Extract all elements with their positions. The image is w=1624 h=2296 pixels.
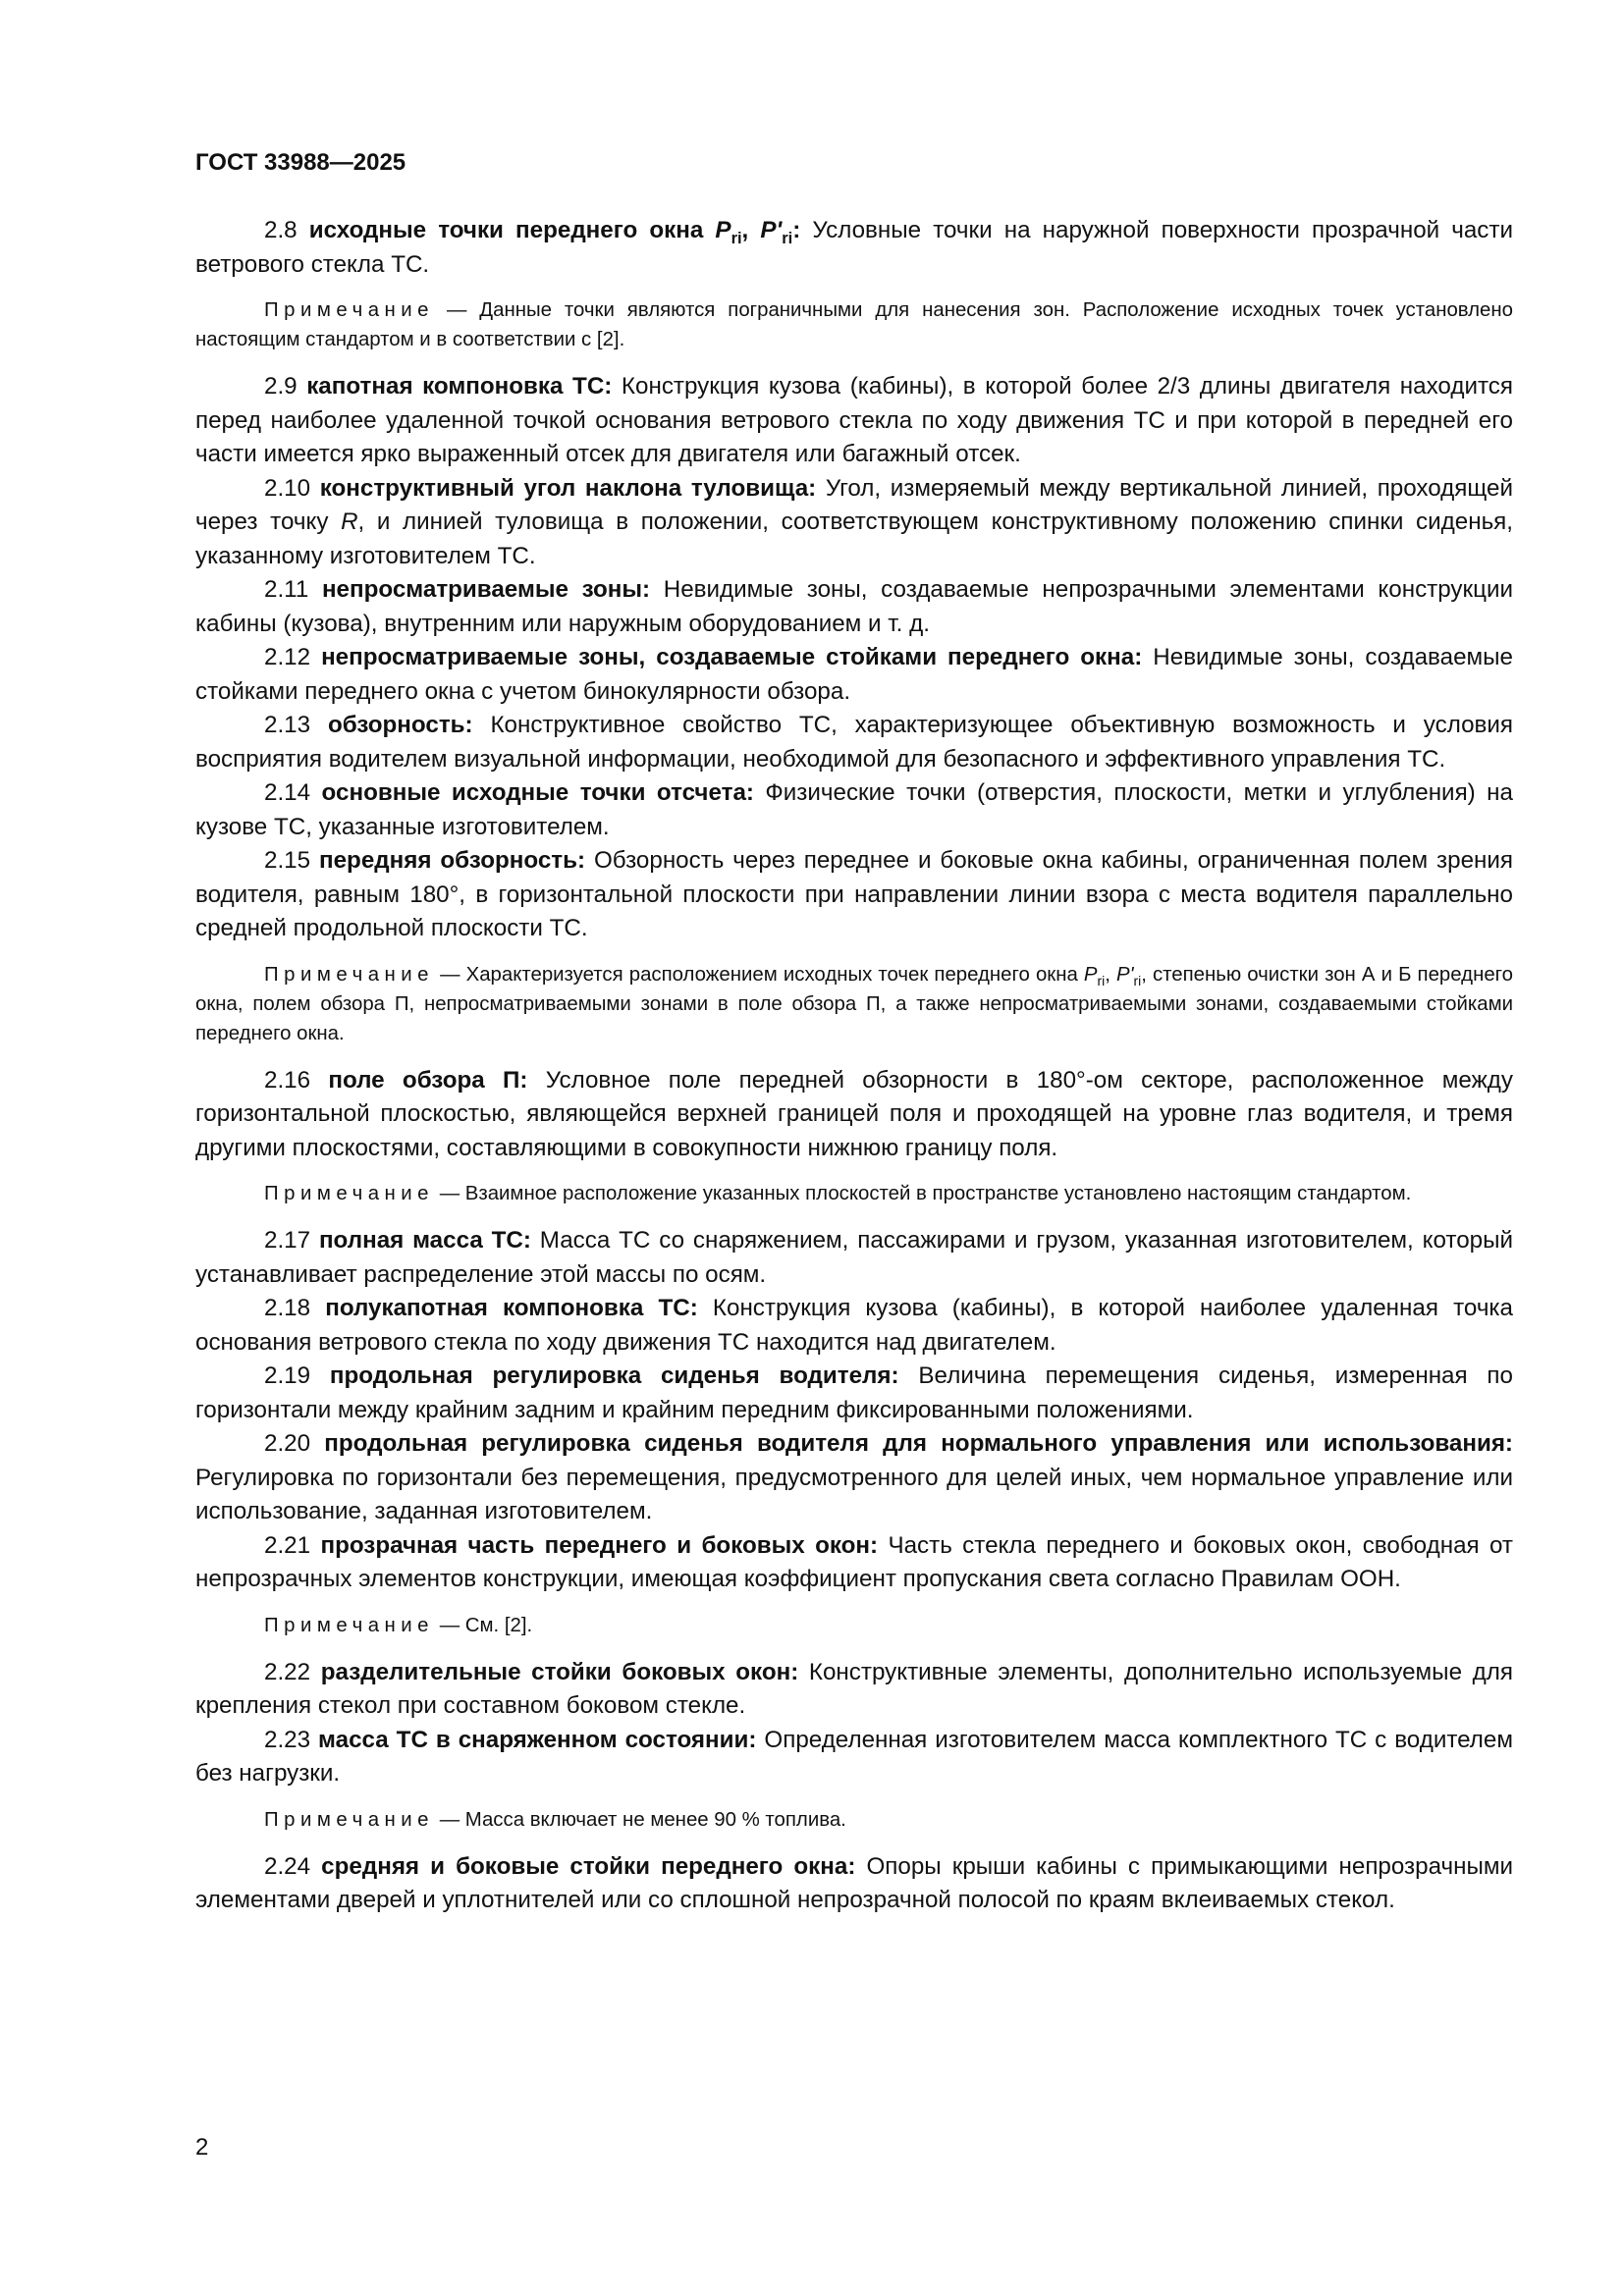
term-definition: Определенная изготовителем масса комплектного ТС с водителем без нагрузки. bbox=[195, 1726, 1513, 1787]
term-title: конструктивный угол наклона туловища: bbox=[319, 474, 817, 502]
term-title: средняя и боковые стойки переднего окна: bbox=[321, 1852, 856, 1880]
term-title: непросматриваемые зоны: bbox=[321, 576, 651, 603]
term-definition: Опоры крыши кабины с примыкающими непрозрачными элементами дверей и уплотнителей или со сплошной непрозрачной полосой по краям вклеиваемых стекол. bbox=[195, 1852, 1514, 1913]
term-definition: Физические точки (отверстия, плоскости, метки и углубления) на кузове ТС, указанные изготовителем. bbox=[195, 779, 1513, 840]
term-2-19: 2.19 продольная регулировка сиденья водителя: Величина перемещения сиденья, измеренная по горизонтали между крайним задним и крайним передним фиксированными положениями. bbox=[195, 1362, 1513, 1423]
term-2-18: 2.18 полукапотная компоновка ТС: Конструкция кузова (кабины), в которой наиболее удаленная точка основания ветрового стекла по ходу движения ТС находится над двигателем. bbox=[195, 1295, 1513, 1356]
term-title: исходные точки переднего окна $P_{ri}$, $P'_{ri}$: bbox=[308, 217, 801, 247]
note-label: Примечание bbox=[264, 1183, 435, 1204]
note-label: Примечание bbox=[264, 963, 435, 986]
term-title: полукапотная компоновка ТС: bbox=[325, 1295, 698, 1321]
term-2-21: 2.21 прозрачная часть переднего и боковых окон: Часть стекла переднего и боковых окон, свободная от непрозрачных элементов конструкции, имеющая коэффициент пропускания света согласно Правилам ООН. bbox=[195, 1531, 1513, 1592]
term-2-22: 2.22 разделительные стойки боковых окон: Конструктивные элементы, дополнительно используемые для крепления стекол при составном боковом стекле. bbox=[195, 1658, 1513, 1719]
note-label: Примечание bbox=[264, 1614, 435, 1636]
term-definition: Условное поле передней обзорности в 180°-ом секторе, расположенное между горизонтальной плоскостью, являющейся верхней границей поля и проходящей на уровне глаз водителя, и тремя другими плоскостями, составляющими в совокупности нижнюю границу поля. bbox=[195, 1066, 1513, 1161]
term-title: продольная регулировка сиденья водителя для нормального управления или использования: bbox=[324, 1430, 1513, 1457]
note-label: Примечание bbox=[264, 1808, 435, 1831]
term-definition: Невидимые зоны, создаваемые стойками переднего окна с учетом бинокулярности обзора. bbox=[195, 644, 1513, 705]
term-definition: Обзорность через переднее и боковые окна кабины, ограниченная полем зрения водителя, равным 180°, в горизонтальной плоскости при направлении линии взора с места водителя параллельно средней продольной плоскости ТС. bbox=[195, 847, 1513, 941]
term-definition: Конструкция кузова (кабины), в которой наиболее удаленная точка основания ветрового стекла по ходу движения ТС находится над двигателем. bbox=[195, 1295, 1513, 1356]
document-body bbox=[195, 214, 1513, 1918]
term-title: масса ТС в снаряженном состоянии: bbox=[318, 1726, 757, 1753]
document-header: ГОСТ 33988—2025 bbox=[195, 149, 406, 176]
term-title: передняя обзорность: bbox=[319, 847, 586, 874]
term-2-17: 2.17 полная масса ТС: Масса ТС со снаряжением, пассажирами и грузом, указанная изготовителем, который устанавливает распределение этой массы по осям. bbox=[195, 1227, 1513, 1288]
term-2-23: 2.23 масса ТС в снаряженном состоянии: Определенная изготовителем масса комплектного ТС с водителем без нагрузки. bbox=[195, 1726, 1513, 1787]
term-title: основные исходные точки отсчета: bbox=[321, 779, 754, 806]
term-2-24: 2.24 средняя и боковые стойки переднего окна: Опоры крыши кабины с примыкающими непрозрачными элементами дверей и уплотнителей или со сплошной непрозрачной полосой по краям вклеиваемых стекол. bbox=[195, 1852, 1514, 1913]
term-2-14: 2.14 основные исходные точки отсчета: Физические точки (отверстия, плоскости, метки и углубления) на кузове ТС, указанные изготовителем. bbox=[195, 779, 1513, 840]
note-3: Примечание — Взаимное расположение указанных плоскостей в пространстве установлено настоящим стандартом. bbox=[264, 1183, 1412, 1204]
term-title: обзорность: bbox=[327, 712, 473, 738]
term-definition: Величина перемещения сиденья, измеренная по горизонтали между крайним задним и крайним передним фиксированными положениями. bbox=[195, 1362, 1513, 1423]
term-2-10: 2.10 конструктивный угол наклона туловища: Угол, измеряемый между вертикальной линией, проходящей через точку R, и линией туловища в положении, соответствующем конструктивному положению спинки сиденья, указанному изготовителем ТС. bbox=[195, 474, 1513, 569]
term-2-15: 2.15 передняя обзорность: Обзорность через переднее и боковые окна кабины, ограниченная полем зрения водителя, равным 180°, в горизонтальной плоскости при направлении линии взора с места водителя параллельно средней продольной плоскости ТС. bbox=[195, 847, 1513, 941]
term-title: капотная компоновка ТС: bbox=[306, 373, 613, 400]
term-2-20: 2.20 продольная регулировка сиденья водителя для нормального управления или использования: Регулировка по горизонтали без перемещения, предусмотренного для целей иных, чем нормальное управление или использование, заданная изготовителем. bbox=[195, 1430, 1513, 1524]
term-definition: Невидимые зоны, создаваемые непрозрачными элементами конструкции кабины (кузова), внутренним или наружным оборудованием и т. д. bbox=[195, 576, 1513, 637]
term-definition: Конструктивное свойство ТС, характеризующее объективную возможность и условия восприятия водителем визуальной информации, необходимой для безопасного и эффективного управления ТС. bbox=[195, 712, 1513, 773]
term-2-12: 2.12 непросматриваемые зоны, создаваемые стойками переднего окна: Невидимые зоны, создаваемые стойками переднего окна с учетом бинокулярности обзора. bbox=[195, 644, 1513, 705]
term-definition: Масса ТС со снаряжением, пассажирами и грузом, указанная изготовителем, который устанавливает распределение этой массы по осям. bbox=[195, 1227, 1513, 1288]
term-title: поле обзора П: bbox=[328, 1066, 528, 1094]
note-5: Примечание — Масса включает не менее 90 % топлива. bbox=[264, 1808, 846, 1831]
term-definition: Условные точки на наружной поверхности прозрачной части ветрового стекла ТС. bbox=[195, 217, 1513, 278]
term-definition: Конструкция кузова (кабины), в которой более 2/3 длины двигателя находится перед наиболее удаленной точкой основания ветрового стекла по ходу движения ТС и при которой в передней его части имеется ярко выраженный отсек для двигателя или багажный отсек. bbox=[195, 373, 1513, 467]
note-2: Примечание — Характеризуется расположением исходных точек переднего окна $P_{ri}$, $P'_{ri}$, степенью очистки зон А и Б переднего окна, полем обзора П, непросматриваемыми зонами в поле обзора П, а также непросматриваемыми зонами, создаваемыми стойками переднего окна. bbox=[195, 963, 1513, 1044]
term-title: непросматриваемые зоны, создаваемые стойками переднего окна: bbox=[321, 644, 1143, 670]
term-definition: Регулировка по горизонтали без перемещения, предусмотренного для целей иных, чем нормальное управление или использование, заданная изготовителем. bbox=[195, 1464, 1513, 1524]
term-definition: Конструктивные элементы, дополнительно используемые для крепления стекол при составном боковом стекле. bbox=[195, 1658, 1513, 1719]
term-2-8: 2.8 исходные точки переднего окна $P_{ri}$, $P'_{ri}$: Условные точки на наружной поверхности прозрачной части ветрового стекла ТС. bbox=[195, 217, 1513, 278]
term-2-13: 2.13 обзорность: Конструктивное свойство ТС, характеризующее объективную возможность и условия восприятия водителем визуальной информации, необходимой для безопасного и эффективного управления ТС. bbox=[195, 712, 1513, 773]
term-2-9: 2.9 капотная компоновка ТС: Конструкция кузова (кабины), в которой более 2/3 длины двигателя находится перед наиболее удаленной точкой основания ветрового стекла по ходу движения ТС и при которой в передней его части имеется ярко выраженный отсек для двигателя или багажный отсек. bbox=[195, 373, 1513, 467]
term-2-11: 2.11 непросматриваемые зоны: Невидимые зоны, создаваемые непрозрачными элементами конструкции кабины (кузова), внутренним или наружным оборудованием и т. д. bbox=[195, 576, 1513, 637]
term-title: разделительные стойки боковых окон: bbox=[320, 1658, 799, 1685]
note-4: Примечание — См. [2]. bbox=[264, 1614, 533, 1636]
note-1: Примечание — Данные точки являются пограничными для нанесения зон. Расположение исходных точек установлено настоящим стандартом и в соответствии с [2]. bbox=[195, 299, 1513, 350]
term-title: продольная регулировка сиденья водителя: bbox=[329, 1362, 899, 1389]
term-definition: Часть стекла переднего и боковых окон, свободная от непрозрачных элементов конструкции, имеющая коэффициент пропускания света согласно Правилам ООН. bbox=[195, 1531, 1513, 1592]
page-number: 2 bbox=[195, 2134, 209, 2161]
term-2-16: 2.16 поле обзора П: Условное поле передней обзорности в 180°-ом секторе, расположенное между горизонтальной плоскостью, являющейся верхней границей поля и проходящей на уровне глаз водителя, и тремя другими плоскостями, составляющими в совокупности нижнюю границу поля. bbox=[195, 1066, 1513, 1161]
term-title: полная масса ТС: bbox=[318, 1227, 531, 1254]
note-label: Примечание bbox=[264, 299, 435, 321]
term-title: прозрачная часть переднего и боковых окон: bbox=[320, 1531, 879, 1559]
